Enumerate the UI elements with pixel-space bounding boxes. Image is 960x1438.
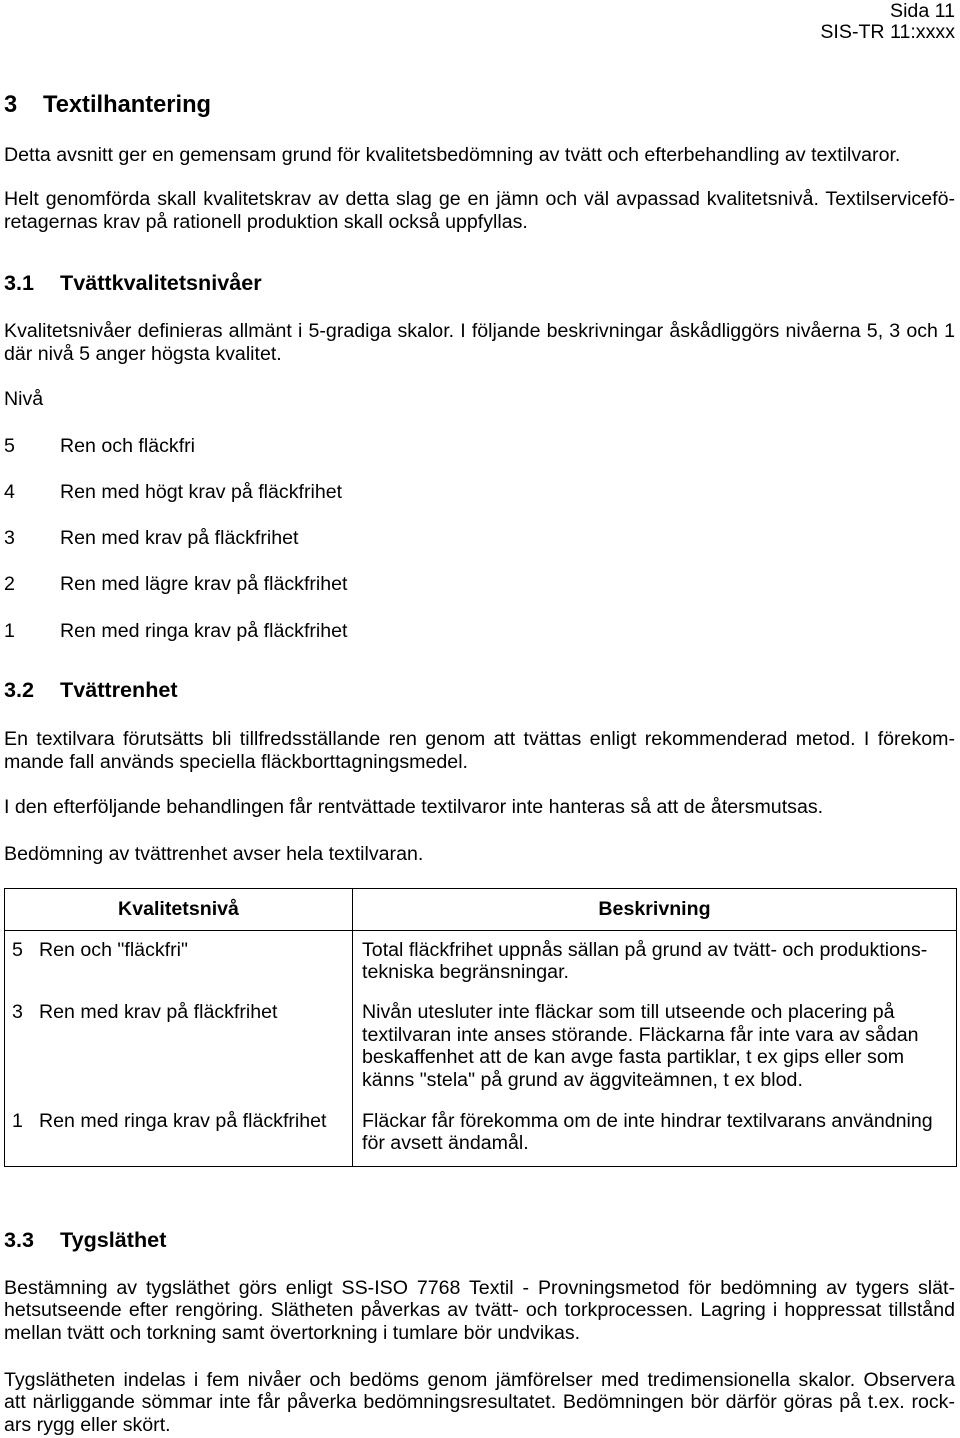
levels-heading: Nivå bbox=[4, 387, 44, 410]
table-header-row bbox=[5, 889, 957, 931]
paragraph-line: att närliggande sömmar inte får påverka bedömningsresultatet. Bedömningen bör därför göras på t.ex. rock- bbox=[4, 1391, 955, 1413]
paragraph-line: Bestämning av tygsläthet görs enligt SS-ISO 7768 Textil - Provningsmetod för bedömning av tygers slät- bbox=[4, 1276, 955, 1299]
description-line: Nivån utesluter inte fläckar som till utseende och placering på bbox=[362, 1000, 895, 1023]
level-number: 3 bbox=[4, 527, 15, 549]
subsection-heading bbox=[4, 270, 955, 296]
level-text: Ren och fläckfri bbox=[60, 434, 196, 457]
paragraph bbox=[4, 188, 955, 234]
description-line: för avsett ändamål. bbox=[362, 1132, 529, 1155]
level-number: 4 bbox=[4, 480, 15, 503]
level-text: Ren med krav på fläckfrihet bbox=[60, 527, 299, 549]
paragraph-line: En textilvara förutsätts bli tillfredsställande ren genom att tvättas enligt rekommenderad metod. I förekom- bbox=[4, 727, 955, 750]
paragraph-line: där nivå 5 anger högsta kvalitet. bbox=[4, 342, 282, 365]
table-cell-description bbox=[353, 931, 957, 984]
page-header bbox=[820, 1, 955, 43]
quality-level-table bbox=[4, 888, 957, 1167]
description-line: tekniska begränsningar. bbox=[362, 961, 569, 984]
table-cell-description bbox=[353, 1092, 957, 1166]
paragraph bbox=[4, 796, 955, 819]
table-row bbox=[5, 984, 957, 1092]
subsection-number: 3.3 bbox=[4, 1227, 35, 1252]
description-line: beskaffenhet att de kan avge fasta partiklar, t ex gips eller som bbox=[362, 1046, 905, 1069]
section-heading bbox=[4, 91, 955, 119]
paragraph-line: Helt genomförda skall kvalitetskrav av detta slag ge en jämn och väl avpassad kvalitetsnivå. Textilservicefö- bbox=[4, 187, 955, 210]
document-id: SIS-TR 11:xxxx bbox=[820, 21, 955, 43]
level-number: 2 bbox=[4, 573, 15, 596]
paragraph-line: retagernas krav på rationell produktion skall också uppfyllas. bbox=[4, 210, 528, 233]
paragraph-line: Detta avsnitt ger en gemensam grund för kvalitetsbedömning av tvätt och efterbehandling av textilvaror. bbox=[4, 143, 901, 166]
level-number: 1 bbox=[4, 619, 15, 642]
subsection-heading bbox=[4, 677, 955, 703]
table-row bbox=[5, 931, 957, 984]
paragraph-line: Tygslätheten indelas i fem nivåer och bedöms genom jämförelser med tredimensionella skalor. Observera bbox=[4, 1368, 955, 1391]
table-cell-level bbox=[5, 984, 353, 1092]
level-number: 5 bbox=[4, 434, 15, 457]
paragraph-line: mellan tvätt och torkning samt övertorkning i tumlare bör undvikas. bbox=[4, 1321, 581, 1344]
description-line: Total fläckfrihet uppnås sällan på grund av tvätt- och produktions- bbox=[362, 938, 928, 961]
page-number: Sida 11 bbox=[890, 0, 955, 22]
table-cell-level bbox=[5, 931, 353, 984]
list-item bbox=[4, 573, 955, 619]
paragraph bbox=[4, 1369, 955, 1437]
paragraph bbox=[4, 843, 955, 866]
table-cell-level bbox=[5, 1092, 353, 1166]
table-header-quality-level: Kvalitetsnivå bbox=[5, 889, 353, 931]
paragraph-line: ars rygg eller skört. bbox=[4, 1413, 171, 1436]
section-title: Textilhantering bbox=[43, 92, 212, 118]
paragraph-line: mande fall används speciella fläckborttagningsmedel. bbox=[4, 750, 468, 773]
table-row bbox=[5, 1092, 957, 1166]
level-text: Ren med högt krav på fläckfrihet bbox=[60, 480, 343, 503]
paragraph-line: Bedömning av tvättrenhet avser hela textilvaran. bbox=[4, 842, 424, 865]
subsection-title: Tvättrenhet bbox=[60, 677, 178, 702]
level-number: 5 bbox=[12, 938, 23, 961]
level-name: Ren med ringa krav på fläckfrihet bbox=[39, 1109, 327, 1132]
table-cell-description bbox=[353, 984, 957, 1092]
paragraph-line: hetsutseende efter rengöring. Slätheten påverkas av tvätt- och torkprocessen. Lagring i hoppressat tillstånd bbox=[4, 1299, 955, 1321]
level-number: 3 bbox=[12, 1000, 23, 1023]
description-line: textilvaran inte anses störande. Fläckarna får inte vara av sådan bbox=[362, 1023, 919, 1046]
paragraph bbox=[4, 320, 955, 366]
subsection-title: Tygsläthet bbox=[60, 1227, 167, 1252]
subsection-title: Tvättkvalitetsnivåer bbox=[60, 270, 262, 295]
description-line: känns "stela" på grund av äggviteämnen, t ex blod. bbox=[362, 1069, 803, 1092]
level-name: Ren med krav på fläckfrihet bbox=[39, 1000, 278, 1023]
description-line: Fläckar får förekomma om de inte hindrar textilvarans användning bbox=[362, 1109, 933, 1132]
section-number: 3 bbox=[4, 92, 18, 118]
subsection-number: 3.1 bbox=[4, 270, 35, 295]
level-number: 1 bbox=[12, 1109, 23, 1132]
paragraph bbox=[4, 1277, 955, 1345]
paragraph-line: I den efterföljande behandlingen får rentvättade textilvaror inte hanteras så att de återsmutsas. bbox=[4, 795, 824, 818]
paragraph-line: Kvalitetsnivåer definieras allmänt i 5-gradiga skalor. I följande beskrivningar åskådliggörs nivåerna 5, 3 och 1 bbox=[4, 319, 955, 342]
level-text: Ren med ringa krav på fläckfrihet bbox=[60, 619, 348, 642]
level-list bbox=[4, 435, 955, 666]
list-item bbox=[4, 620, 955, 666]
paragraph bbox=[4, 728, 955, 774]
list-item bbox=[4, 481, 955, 527]
list-item bbox=[4, 435, 955, 481]
paragraph bbox=[4, 144, 955, 167]
list-item bbox=[4, 527, 955, 573]
table-header-description: Beskrivning bbox=[353, 889, 957, 931]
subsection-heading bbox=[4, 1227, 955, 1253]
level-name: Ren och "fläckfri" bbox=[39, 938, 188, 961]
subsection-number: 3.2 bbox=[4, 677, 35, 702]
level-text: Ren med lägre krav på fläckfrihet bbox=[60, 573, 348, 596]
